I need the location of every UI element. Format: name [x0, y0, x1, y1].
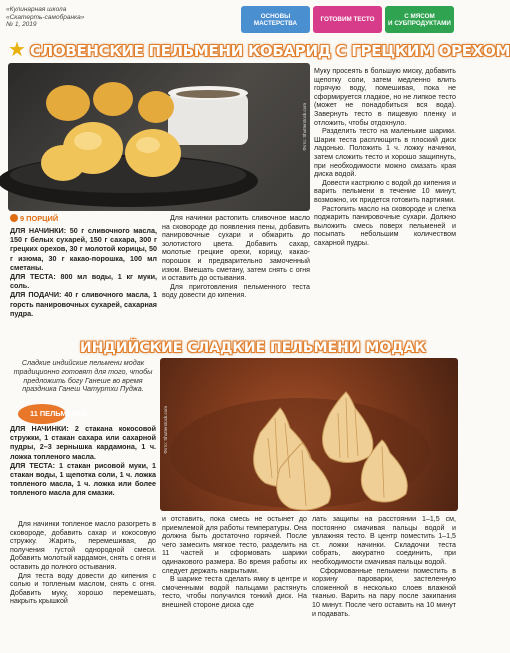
- recipe2-method-col3: [312, 515, 456, 618]
- ingredient-group: ДЛЯ ТЕСТА: 1 стакан рисовой муки, 1 стакан воды, 1 щепотка соли, 1 ч. ложка топленого масла, 1 ч. ложка или более топленого масла для смазки.: [10, 460, 156, 498]
- tab-meat[interactable]: [385, 6, 454, 33]
- tab-basics[interactable]: [241, 6, 310, 33]
- paragraph: Для теста воду довести до кипения с солью и топленым маслом, снять с огня. Добавить муку, хорошо перемешать, накрыть крышкой: [10, 571, 156, 606]
- tab-label: МАСТЕРСТВА: [253, 19, 298, 27]
- photo-credit: Фото: Shutterstock.com: [163, 406, 168, 454]
- tab-label: ОСНОВЫ: [260, 12, 291, 20]
- recipe1-photo: [8, 63, 310, 211]
- recipe2-method-col1: [10, 520, 156, 606]
- recipe2-ingredients: [10, 424, 156, 498]
- recipe2-intro: Сладкие индийские пельмени модак традиционно готовят для того, чтобы предложить богу Ганеше во время праздника Ганеш Чатуртхи Пуджа.: [13, 358, 153, 394]
- paragraph: Муку просеять в большую миску, добавить щепотку соли, затем медленно влить горячую воду, помешивая, пока не сформируется гладкое, но не липкое тесто (может не понадобиться вся вода). Завернуть тесто в пищевую пленку и отложить, чтобы отдохнуло.: [314, 67, 456, 127]
- ingredient-group: ДЛЯ НАЧИНКИ: 50 г сливочного масла, 150 г белых сухарей, 150 г сахара, 300 г грецких орехов, 30 г молотой корицы, 50 г изюма, 30 г какао-порошка, 100 мл сметаны.: [10, 226, 157, 272]
- publication-line: «Кулинарная школа: [6, 6, 67, 13]
- recipe1-ingredients: [10, 226, 157, 318]
- portions-label: 9 ПОРЦИЙ: [20, 214, 59, 223]
- recipe2-method-col2: [162, 515, 307, 610]
- recipe2-photo: [160, 358, 458, 511]
- paragraph: В шарике теста сделать ямку в центре и смоченными водой пальцами растянуть тесто, чтобы получился тонкий диск. На внешней стороне диска сде: [162, 575, 307, 609]
- tab-dough[interactable]: [313, 6, 382, 33]
- paragraph: Растопить масло на сковороде и слегка поджарить панировочные сухари. Должно выложить смесь поверх пельменей и посыпать небольшим количеством сахарной пудры.: [314, 204, 456, 247]
- paragraph: лать защипы на расстоянии 1–1,5 см, постоянно смачивая пальцы водой и увлажняя тесто. В центр поместить 1–1,5 ст. ложки начинки. Складочки теста собрать, аккуратно соединить, при необходимости смачивая пальцы водой.: [312, 515, 456, 566]
- tab-label: И СУБПРОДУКТАМИ: [388, 19, 451, 27]
- recipe1-title: СЛОВЕНСКИЕ ПЕЛЬМЕНИ КОБАРИД С ГРЕЦКИМ ОРЕХОМ: [30, 42, 510, 60]
- recipe2-title: ИНДИЙСКИЕ СЛАДКИЕ ПЕЛЬМЕНИ МОДАК: [80, 340, 426, 356]
- recipe1-method-col2: [162, 214, 310, 300]
- paragraph: Довести кастрюлю с водой до кипения и варить пельмени в течение 10 минут, возможно, их придется готовить партиями.: [314, 178, 456, 204]
- recipe1-portions: [10, 214, 58, 223]
- paragraph: Для приготовления пельменного теста воду довести до кипения.: [162, 282, 310, 300]
- paragraph: и отставить, пока смесь не остынет до приемлемой для работы температуры. Она должна быть достаточно горячей. После чего замесить мягкое тесто, разделить на 11 частей и сформовать шарики одинакового размера. Во время работы их следует держать накрытыми.: [162, 515, 307, 575]
- photo-credit: Фото: Shutterstock.com: [302, 103, 307, 151]
- recipe2-portions: 11 ПЕЛЬМЕНЕЙ: [30, 409, 88, 418]
- star-icon: ★: [8, 39, 26, 61]
- paragraph: Разделить тесто на маленькие шарики. Шарик теста расплющить в плоский диск ладонью. Положить 1 ч. ложку начинки, затем сложить тесто и хорошо защипнуть, при необходимости можно смазать края диска водой.: [314, 127, 456, 179]
- publication-line: «Скатерть-самобранка»: [6, 13, 85, 21]
- ingredient-group: ДЛЯ НАЧИНКИ: 2 стакана кокосовой стружки, 1 стакан сахара или сахарной пудры, 2–3 зернышка кардамона, 1 ч. ложка топленого масла.: [10, 424, 156, 461]
- publication-info: [6, 6, 84, 29]
- tab-label: С МЯСОМ: [404, 12, 435, 20]
- paragraph: Сформованные пельмени поместить в корзину пароварки, застеленную сложенной в несколько слоев влажной тканью. Варить на пару после закипания 10 минут. После чего оставить на 10 минут и подавать.: [312, 566, 456, 618]
- tab-label: ГОТОВИМ ТЕСТО: [320, 16, 375, 23]
- paragraph: Для начинки растопить сливочное масло на сковороде до появления пены, добавить панировочные сухари и обжарить до золотистого цвета. Добавить сахар, молотые грецкие орехи, корицу, какао-порошок и предварительно замоченный изюм. Вмешать сметану, затем снять с огня и оставить до остывания.: [162, 214, 310, 283]
- publication-line: № 1, 2019: [6, 21, 37, 28]
- modak-photo-illustration: [160, 358, 458, 511]
- paragraph: Для начинки топленое масло разогреть в сковороде, добавить сахар и кокосовую стружку. Жарить, перемешивая, до получения густой однородной смеси. Добавить молотый кардамон, снять с огня и оставить до полного остывания.: [10, 520, 156, 571]
- section-tabs: [241, 6, 454, 33]
- portions-marker: [10, 214, 18, 222]
- dumplings-photo-illustration: [8, 63, 310, 211]
- ingredient-group: ДЛЯ ПОДАЧИ: 40 г сливочного масла, 1 горсть панировочных сухарей, сахарная пудра.: [10, 290, 157, 318]
- recipe1-method-col3: [314, 67, 456, 247]
- ingredient-group: ДЛЯ ТЕСТА: 800 мл воды, 1 кг муки, соль.: [10, 272, 157, 291]
